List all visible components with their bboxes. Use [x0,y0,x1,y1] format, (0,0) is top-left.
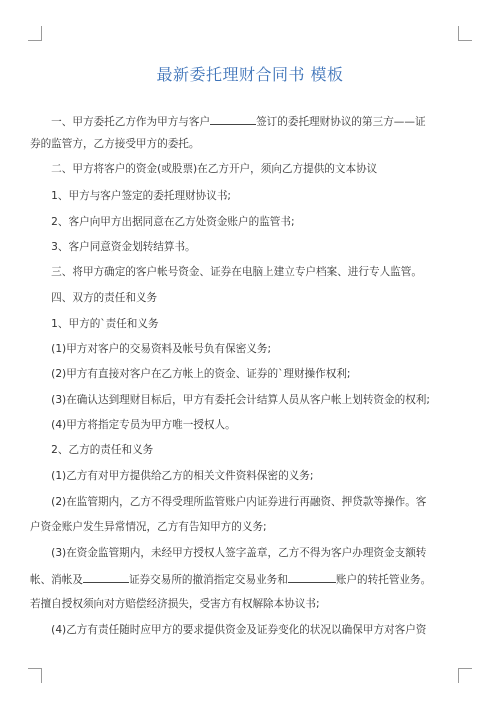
paragraph-line: 3、客户同意资金划转结算书。 [30,241,196,253]
paragraph-line: (3)在确认达到理财目标后，甲方有委托会计结算人员从客户帐上划转资金的权利; [30,394,430,406]
paragraph-line: (2)甲方有直接对客户在乙方帐上的资金、证券的`理财操作权利; [30,368,351,380]
paragraph-line: 三、将甲方确定的客户帐号资金、证券在电脑上建立专户档案、进行专人监管。 [30,266,422,278]
text-segment: 帐、消帐及 [30,574,83,586]
paragraph-line: 2、客户向甲方出据同意在乙方处资金账户的监管书; [30,216,295,228]
fill-in-blank [288,571,336,583]
fill-in-blank [210,113,256,125]
paragraph-line: (4)甲方将指定专员为甲方唯一授权人。 [30,419,236,431]
document-title: 最新委托理财合同书 模板 [156,65,344,84]
paragraph-line: 四、双方的责任和义务 [30,292,158,304]
crop-mark-bottom-left [28,668,42,683]
paragraph-line: (1)乙方有对甲方提供给乙方的相关文件资料保密的义务; [30,470,314,482]
paragraph-line: (1)甲方对客户的交易资料及帐号负有保密义务; [30,343,272,355]
paragraph-line: (2)在监管期内，乙方不得受理所监管账户内证券进行再融资、押贷款等操作。客 [30,496,427,508]
paragraph-line: 二、甲方将客户的资金(或股票)在乙方开户，须向乙方提供的文本协议 [30,163,378,175]
paragraph-line: (4)乙方有责任随时应甲方的要求提供资金及证券变化的状况以确保甲方对客户资 [30,624,427,636]
paragraph-line [30,571,480,587]
fill-in-blank [83,571,129,583]
paragraph-line: 2、乙方的责任和义务 [30,444,154,456]
text-segment: 账户的转托管业务。 [335,574,432,586]
text-segment: 证券交易所的撤消指定交易业务和 [128,574,288,586]
paragraph-line: 1、甲方与客户签定的委托理财协议书; [30,190,231,202]
paragraph-line: 1、甲方的`责任和义务 [30,318,159,330]
text-segment: 一、甲方委托乙方作为甲方与客户 [30,116,211,128]
crop-mark-top-left [28,26,42,41]
paragraph-line: 户资金账户发生异常情况，乙方有告知甲方的义务; [30,521,267,533]
paragraph-line: 券的监管方，乙方接受甲方的委托。 [30,138,200,150]
paragraph-line: (3)在资金监管期内，未经甲方授权人签字盖章，乙方不得为客户办理资金支额转 [30,547,427,559]
crop-mark-bottom-right [458,668,472,683]
paragraph-line: 若擅自授权须向对方赔偿经济损失，受害方有权解除本协议书; [30,598,320,610]
text-segment: 签订的委托理财协议的第三方——证 [256,116,426,128]
paragraph-line [30,113,480,129]
crop-mark-top-right [458,26,472,41]
